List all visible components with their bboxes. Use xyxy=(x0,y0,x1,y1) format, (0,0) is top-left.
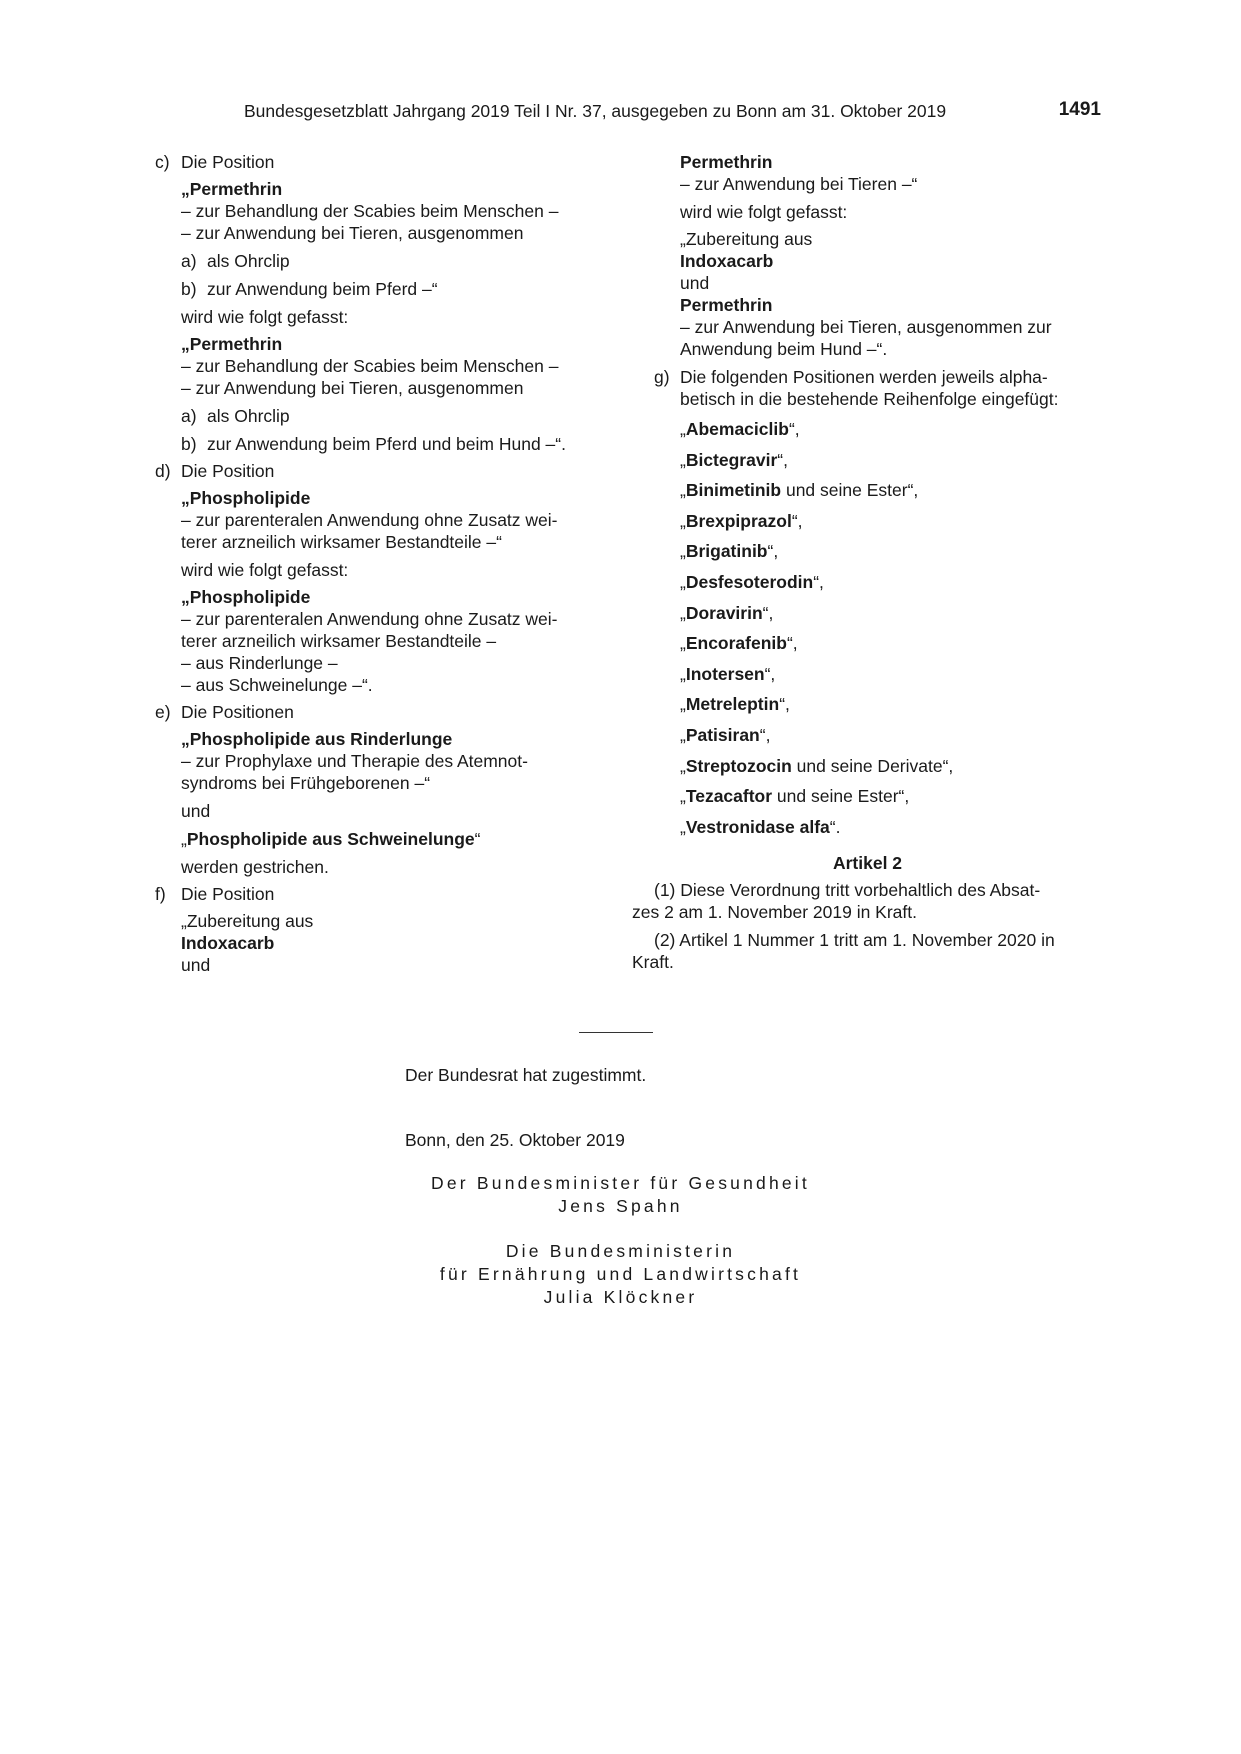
list-item xyxy=(680,540,1103,562)
place-date: Bonn, den 25. Oktober 2019 xyxy=(405,1130,625,1150)
list-item xyxy=(680,418,1103,440)
sub-label: a) xyxy=(181,251,197,271)
entry-line: – zur parenteralen Anwendung ohne Zusatz wei- xyxy=(181,609,558,629)
replace-note: wird wie folgt gefasst: xyxy=(181,307,349,327)
entry-title: „Permethrin xyxy=(181,334,283,354)
item-label: c) xyxy=(155,152,170,172)
entry-line: Anwendung beim Hund –“. xyxy=(680,339,888,359)
list-item xyxy=(680,693,1103,715)
substance-name: Tezacaftor xyxy=(685,786,773,807)
substance-name: Bictegravir xyxy=(685,449,778,470)
item-suffix: und seine Derivate“, xyxy=(791,755,954,776)
entry-line: – zur Prophylaxe und Therapie des Atemnot- xyxy=(181,751,528,771)
entry-line: – zur Anwendung bei Tieren –“ xyxy=(680,174,918,194)
entry-line: – zur parenteralen Anwendung ohne Zusatz wei- xyxy=(181,510,558,530)
sub-text: zur Anwendung beim Pferd –“ xyxy=(207,279,438,299)
entry-title: „Permethrin xyxy=(181,179,283,199)
entry-line: – zur Anwendung bei Tieren, ausgenommen xyxy=(181,378,524,398)
sub-item xyxy=(181,250,603,272)
separator-rule xyxy=(579,1032,653,1033)
entry-title: Indoxacarb xyxy=(181,933,275,953)
article-heading: Artikel 2 xyxy=(832,852,903,873)
entry-title: „Phospholipide xyxy=(181,587,311,607)
entry-line: – zur Anwendung bei Tieren, ausgenommen xyxy=(181,223,524,243)
item-suffix: “, xyxy=(764,663,776,684)
sub-item xyxy=(181,405,603,427)
old-entry xyxy=(181,178,603,244)
substance-name: Brexpiprazol xyxy=(685,510,792,531)
item-suffix: “, xyxy=(762,602,774,623)
sub-label: b) xyxy=(181,279,197,299)
entry-title: „Phospholipide xyxy=(181,488,311,508)
deleted-note: werden gestrichen. xyxy=(181,857,329,877)
item-suffix: “, xyxy=(791,510,803,531)
quote-open: „ xyxy=(680,663,686,684)
quote-open: „ xyxy=(181,829,187,849)
entry-line: syndroms bei Frühgeborenen –“ xyxy=(181,773,431,793)
new-entry xyxy=(181,333,603,399)
item-suffix: “, xyxy=(786,633,798,654)
list-item xyxy=(680,785,1103,807)
replace-note: wird wie folgt gefasst: xyxy=(680,202,848,222)
item-intro: Die Positionen xyxy=(181,702,294,722)
substance-name: Brigatinib xyxy=(685,541,768,562)
quote-open: „ xyxy=(680,724,686,745)
list-item xyxy=(680,602,1103,624)
sub-item xyxy=(181,278,603,300)
page-number: 1491 xyxy=(1058,99,1101,120)
quote-open: „ xyxy=(680,755,686,776)
substance-name: Binimetinib xyxy=(685,480,782,501)
item-suffix: “, xyxy=(759,724,771,745)
sub-label: a) xyxy=(181,406,197,426)
item-intro: Die folgenden Positionen werden jeweils alpha- xyxy=(680,367,1048,387)
substance-name: Doravirin xyxy=(685,602,763,623)
item-suffix: “, xyxy=(777,449,788,470)
list-item xyxy=(680,663,1103,685)
item-f-continued xyxy=(632,151,1103,360)
list-item xyxy=(680,510,1103,532)
item-e xyxy=(155,701,603,878)
substance-name: Metreleptin xyxy=(685,694,780,715)
item-label: f) xyxy=(155,884,166,904)
entry-line: terer arzneilich wirksamer Bestandteile – xyxy=(181,631,497,651)
entry-line: – aus Schweinelunge –“. xyxy=(181,675,373,695)
quote-open: „ xyxy=(680,449,686,470)
item-suffix: “, xyxy=(788,419,800,439)
item-intro: Die Position xyxy=(181,884,275,904)
quote-open: „ xyxy=(680,602,686,623)
item-suffix: “, xyxy=(813,571,824,592)
substance-name: Desfesoterodin xyxy=(685,571,814,592)
deleted-entry-title xyxy=(181,828,603,850)
quote-open: „ xyxy=(680,816,686,837)
entry-title: Permethrin xyxy=(680,152,773,172)
item-intro: betisch in die bestehende Reihenfolge eingefügt: xyxy=(680,389,1059,409)
quote-open: „ xyxy=(680,786,686,807)
item-label: d) xyxy=(155,461,171,481)
entry-line: terer arzneilich wirksamer Bestandteile –“ xyxy=(181,532,502,552)
quote-open: „ xyxy=(680,694,686,715)
running-header xyxy=(0,100,1241,124)
signature-block-health xyxy=(300,1172,941,1218)
quote-open: „ xyxy=(680,510,686,531)
paragraph-line: (2) Artikel 1 Nummer 1 tritt am 1. November 2020 in xyxy=(654,929,1055,950)
item-g xyxy=(632,366,1103,410)
quote-open: „ xyxy=(680,633,686,654)
item-suffix: “. xyxy=(829,816,841,837)
right-column xyxy=(632,151,1103,979)
entry-line: – zur Behandlung der Scabies beim Menschen – xyxy=(181,201,559,221)
old-entry xyxy=(181,910,603,976)
entry-line: – aus Rinderlunge – xyxy=(181,653,338,673)
quote-open: „ xyxy=(680,541,686,562)
substance-name: Vestronidase alfa xyxy=(685,816,830,837)
item-intro: Die Position xyxy=(181,152,275,172)
list-item xyxy=(680,449,1103,471)
entry-line: und xyxy=(680,273,710,293)
item-d xyxy=(155,460,603,696)
list-item xyxy=(680,632,1103,654)
sub-text: zur Anwendung beim Pferd und beim Hund –“. xyxy=(207,434,566,454)
item-suffix: und seine Ester“, xyxy=(781,480,919,501)
article-paragraph xyxy=(632,879,1103,923)
item-c xyxy=(155,151,603,455)
substance-name: Abemaciclib xyxy=(685,419,789,439)
quote-close: “ xyxy=(474,829,481,849)
item-suffix: und seine Ester“, xyxy=(772,786,910,807)
substance-name: Inotersen xyxy=(685,663,765,684)
list-item xyxy=(680,816,1103,838)
insert-list xyxy=(632,418,1103,838)
deleted-entry xyxy=(181,728,603,794)
entry-line: „Zubereitung aus xyxy=(181,911,314,931)
entry-line: – zur Anwendung bei Tieren, ausgenommen zur xyxy=(680,317,1052,337)
paragraph-line: zes 2 am 1. November 2019 in Kraft. xyxy=(632,901,917,922)
item-intro: Die Position xyxy=(181,461,275,481)
new-entry xyxy=(181,586,603,696)
conjunction: und xyxy=(181,801,211,821)
entry-title: Permethrin xyxy=(680,295,773,315)
item-suffix: “, xyxy=(779,694,790,715)
entry-line: „Zubereitung aus xyxy=(680,229,813,249)
signatory-office: Der Bundesminister für Gesundheit xyxy=(431,1173,810,1193)
substance-name: Streptozocin xyxy=(685,755,792,776)
quote-open: „ xyxy=(680,480,686,501)
entry-title: „Phospholipide aus Rinderlunge xyxy=(181,729,453,749)
new-entry xyxy=(680,228,1103,360)
signatory-office: Die Bundesministerin xyxy=(505,1241,736,1261)
sub-text: als Ohrclip xyxy=(207,406,290,426)
bundesrat-consent: Der Bundesrat hat zugestimmt. xyxy=(405,1065,647,1085)
entry-line: – zur Behandlung der Scabies beim Menschen – xyxy=(181,356,559,376)
signatory-office: für Ernährung und Landwirtschaft xyxy=(439,1264,802,1284)
quote-open: „ xyxy=(680,419,686,439)
sub-text: als Ohrclip xyxy=(207,251,290,271)
substance-name: Encorafenib xyxy=(685,633,787,654)
replace-note: wird wie folgt gefasst: xyxy=(181,560,349,580)
item-label: g) xyxy=(654,367,670,387)
item-f xyxy=(155,883,603,976)
entry-line: und xyxy=(181,955,211,975)
paragraph-line: (1) Diese Verordnung tritt vorbehaltlich des Absat- xyxy=(654,879,1041,900)
sub-label: b) xyxy=(181,434,197,454)
list-item xyxy=(680,479,1103,501)
item-suffix: “, xyxy=(767,541,779,562)
article-paragraph xyxy=(632,929,1103,973)
entry-title: Phospholipide aus Schweinelunge xyxy=(186,829,475,849)
list-item xyxy=(680,755,1103,777)
signatory-name: Jens Spahn xyxy=(558,1196,683,1216)
running-title: Bundesgesetzblatt Jahrgang 2019 Teil I Nr. 37, ausgegeben zu Bonn am 31. Oktober 2019 xyxy=(244,101,947,121)
signatory-name: Julia Klöckner xyxy=(543,1287,698,1307)
left-column xyxy=(155,151,603,981)
signature-block-agriculture xyxy=(300,1240,941,1309)
item-label: e) xyxy=(155,702,171,722)
substance-name: Patisiran xyxy=(685,724,760,745)
list-item xyxy=(680,571,1103,593)
old-entry xyxy=(181,487,603,553)
quote-open: „ xyxy=(680,571,686,592)
paragraph-line: Kraft. xyxy=(632,951,674,972)
sub-item xyxy=(181,433,603,455)
entry-title: Indoxacarb xyxy=(680,251,774,271)
list-item xyxy=(680,724,1103,746)
